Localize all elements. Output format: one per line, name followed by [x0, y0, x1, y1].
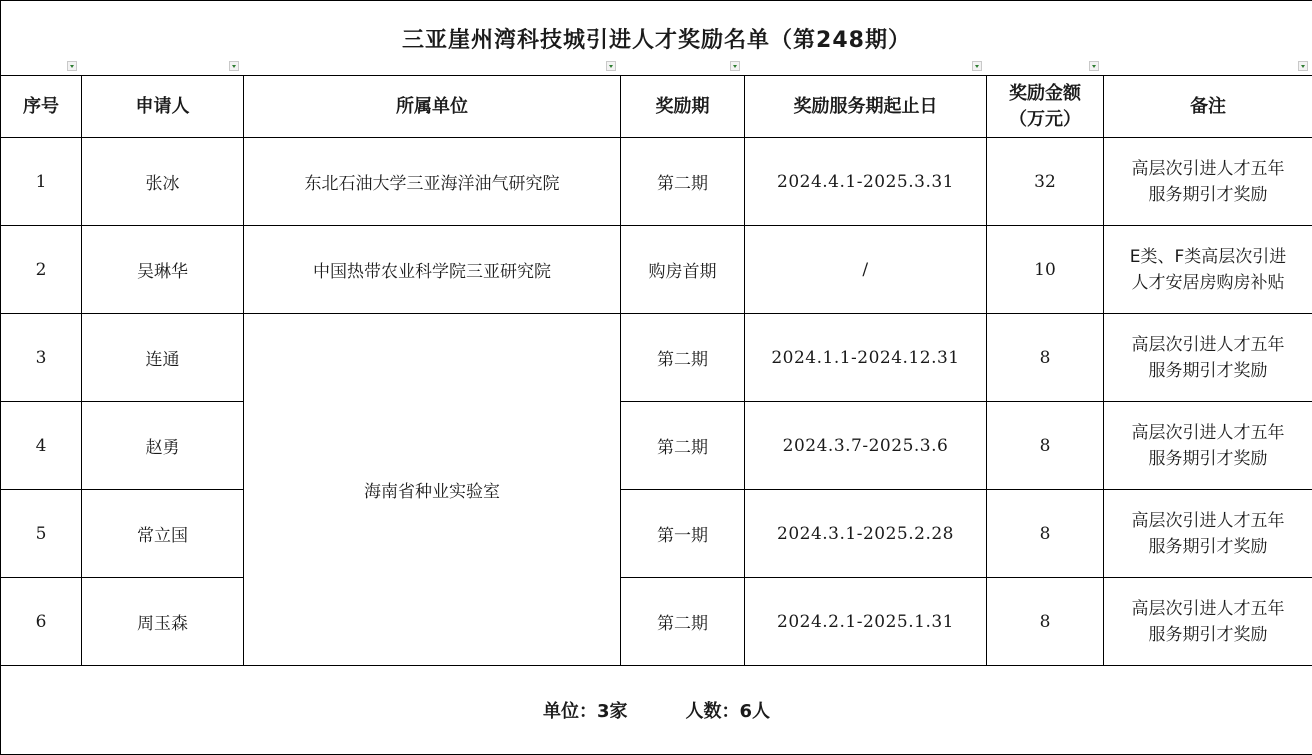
cell-unit: 中国热带农业科学院三亚研究院: [244, 226, 621, 314]
remark-line1: 高层次引进人才五年: [1108, 596, 1308, 622]
remark-line2: 服务期引才奖励: [1108, 182, 1308, 208]
table-row: [1, 402, 1312, 490]
cell-service: 2024.2.1-2025.1.31: [745, 578, 987, 666]
cell-service: 2024.3.7-2025.3.6: [745, 402, 987, 490]
filter-dropdown-icon[interactable]: [1298, 61, 1308, 71]
remark-line2: 服务期引才奖励: [1108, 534, 1308, 560]
summary-people: 人数：6人: [686, 701, 771, 722]
cell-seq: 4: [1, 402, 82, 490]
cell-period: 第二期: [621, 314, 745, 402]
cell-remark: [1104, 314, 1312, 402]
table-row: [1, 490, 1312, 578]
cell-seq: 2: [1, 226, 82, 314]
cell-name: 吴琳华: [82, 226, 244, 314]
header-row: [1, 76, 1312, 138]
table-row: [1, 226, 1312, 314]
filter-dropdown-icon[interactable]: [229, 61, 239, 71]
cell-period: 购房首期: [621, 226, 745, 314]
filter-dropdown-icon[interactable]: [730, 61, 740, 71]
cell-remark: [1104, 578, 1312, 666]
summary-footer: [1, 666, 1312, 755]
filter-dropdown-icon[interactable]: [67, 61, 77, 71]
cell-name: 周玉森: [82, 578, 244, 666]
table-title: 三亚崖州湾科技城引进人才奖励名单（第248期）: [1, 1, 1312, 76]
remark-line1: 高层次引进人才五年: [1108, 332, 1308, 358]
header-period: 奖励期: [621, 76, 745, 138]
filter-dropdown-icon[interactable]: [972, 61, 982, 71]
cell-period: 第二期: [621, 402, 745, 490]
header-amount-line2: （万元）: [987, 107, 1103, 133]
table-row: [1, 138, 1312, 226]
cell-name: 连通: [82, 314, 244, 402]
remark-line1: E类、F类高层次引进: [1108, 244, 1308, 270]
header-amount: [987, 76, 1104, 138]
cell-service: 2024.1.1-2024.12.31: [745, 314, 987, 402]
cell-seq: 3: [1, 314, 82, 402]
remark-line1: 高层次引进人才五年: [1108, 508, 1308, 534]
header-seq: 序号: [1, 76, 82, 138]
cell-service: 2024.4.1-2025.3.31: [745, 138, 987, 226]
cell-amount: 32: [987, 138, 1104, 226]
cell-service: /: [745, 226, 987, 314]
header-remark: 备注: [1104, 76, 1312, 138]
table-row: [1, 578, 1312, 666]
cell-unit-merged: 海南省种业实验室: [244, 314, 621, 666]
cell-seq: 6: [1, 578, 82, 666]
summary-units: 单位：3家: [543, 701, 628, 722]
cell-remark: [1104, 138, 1312, 226]
remark-line2: 人才安居房购房补贴: [1108, 270, 1308, 296]
header-unit: 所属单位: [244, 76, 621, 138]
cell-seq: 1: [1, 138, 82, 226]
filter-dropdown-icon[interactable]: [1089, 61, 1099, 71]
cell-period: 第二期: [621, 578, 745, 666]
remark-line2: 服务期引才奖励: [1108, 358, 1308, 384]
cell-remark: [1104, 490, 1312, 578]
cell-service: 2024.3.1-2025.2.28: [745, 490, 987, 578]
table-row: [1, 314, 1312, 402]
filter-dropdown-icon[interactable]: [606, 61, 616, 71]
remark-line2: 服务期引才奖励: [1108, 622, 1308, 648]
cell-seq: 5: [1, 490, 82, 578]
cell-remark: [1104, 226, 1312, 314]
cell-name: 常立国: [82, 490, 244, 578]
cell-amount: 8: [987, 578, 1104, 666]
cell-amount: 10: [987, 226, 1104, 314]
remark-line1: 高层次引进人才五年: [1108, 156, 1308, 182]
cell-name: 赵勇: [82, 402, 244, 490]
remark-line1: 高层次引进人才五年: [1108, 420, 1308, 446]
cell-unit: 东北石油大学三亚海洋油气研究院: [244, 138, 621, 226]
remark-line2: 服务期引才奖励: [1108, 446, 1308, 472]
cell-amount: 8: [987, 490, 1104, 578]
cell-period: 第一期: [621, 490, 745, 578]
header-service: 奖励服务期起止日: [745, 76, 987, 138]
header-amount-line1: 奖励金额: [987, 81, 1103, 107]
cell-remark: [1104, 402, 1312, 490]
header-applicant: 申请人: [82, 76, 244, 138]
cell-name: 张冰: [82, 138, 244, 226]
cell-amount: 8: [987, 402, 1104, 490]
cell-amount: 8: [987, 314, 1104, 402]
cell-period: 第二期: [621, 138, 745, 226]
